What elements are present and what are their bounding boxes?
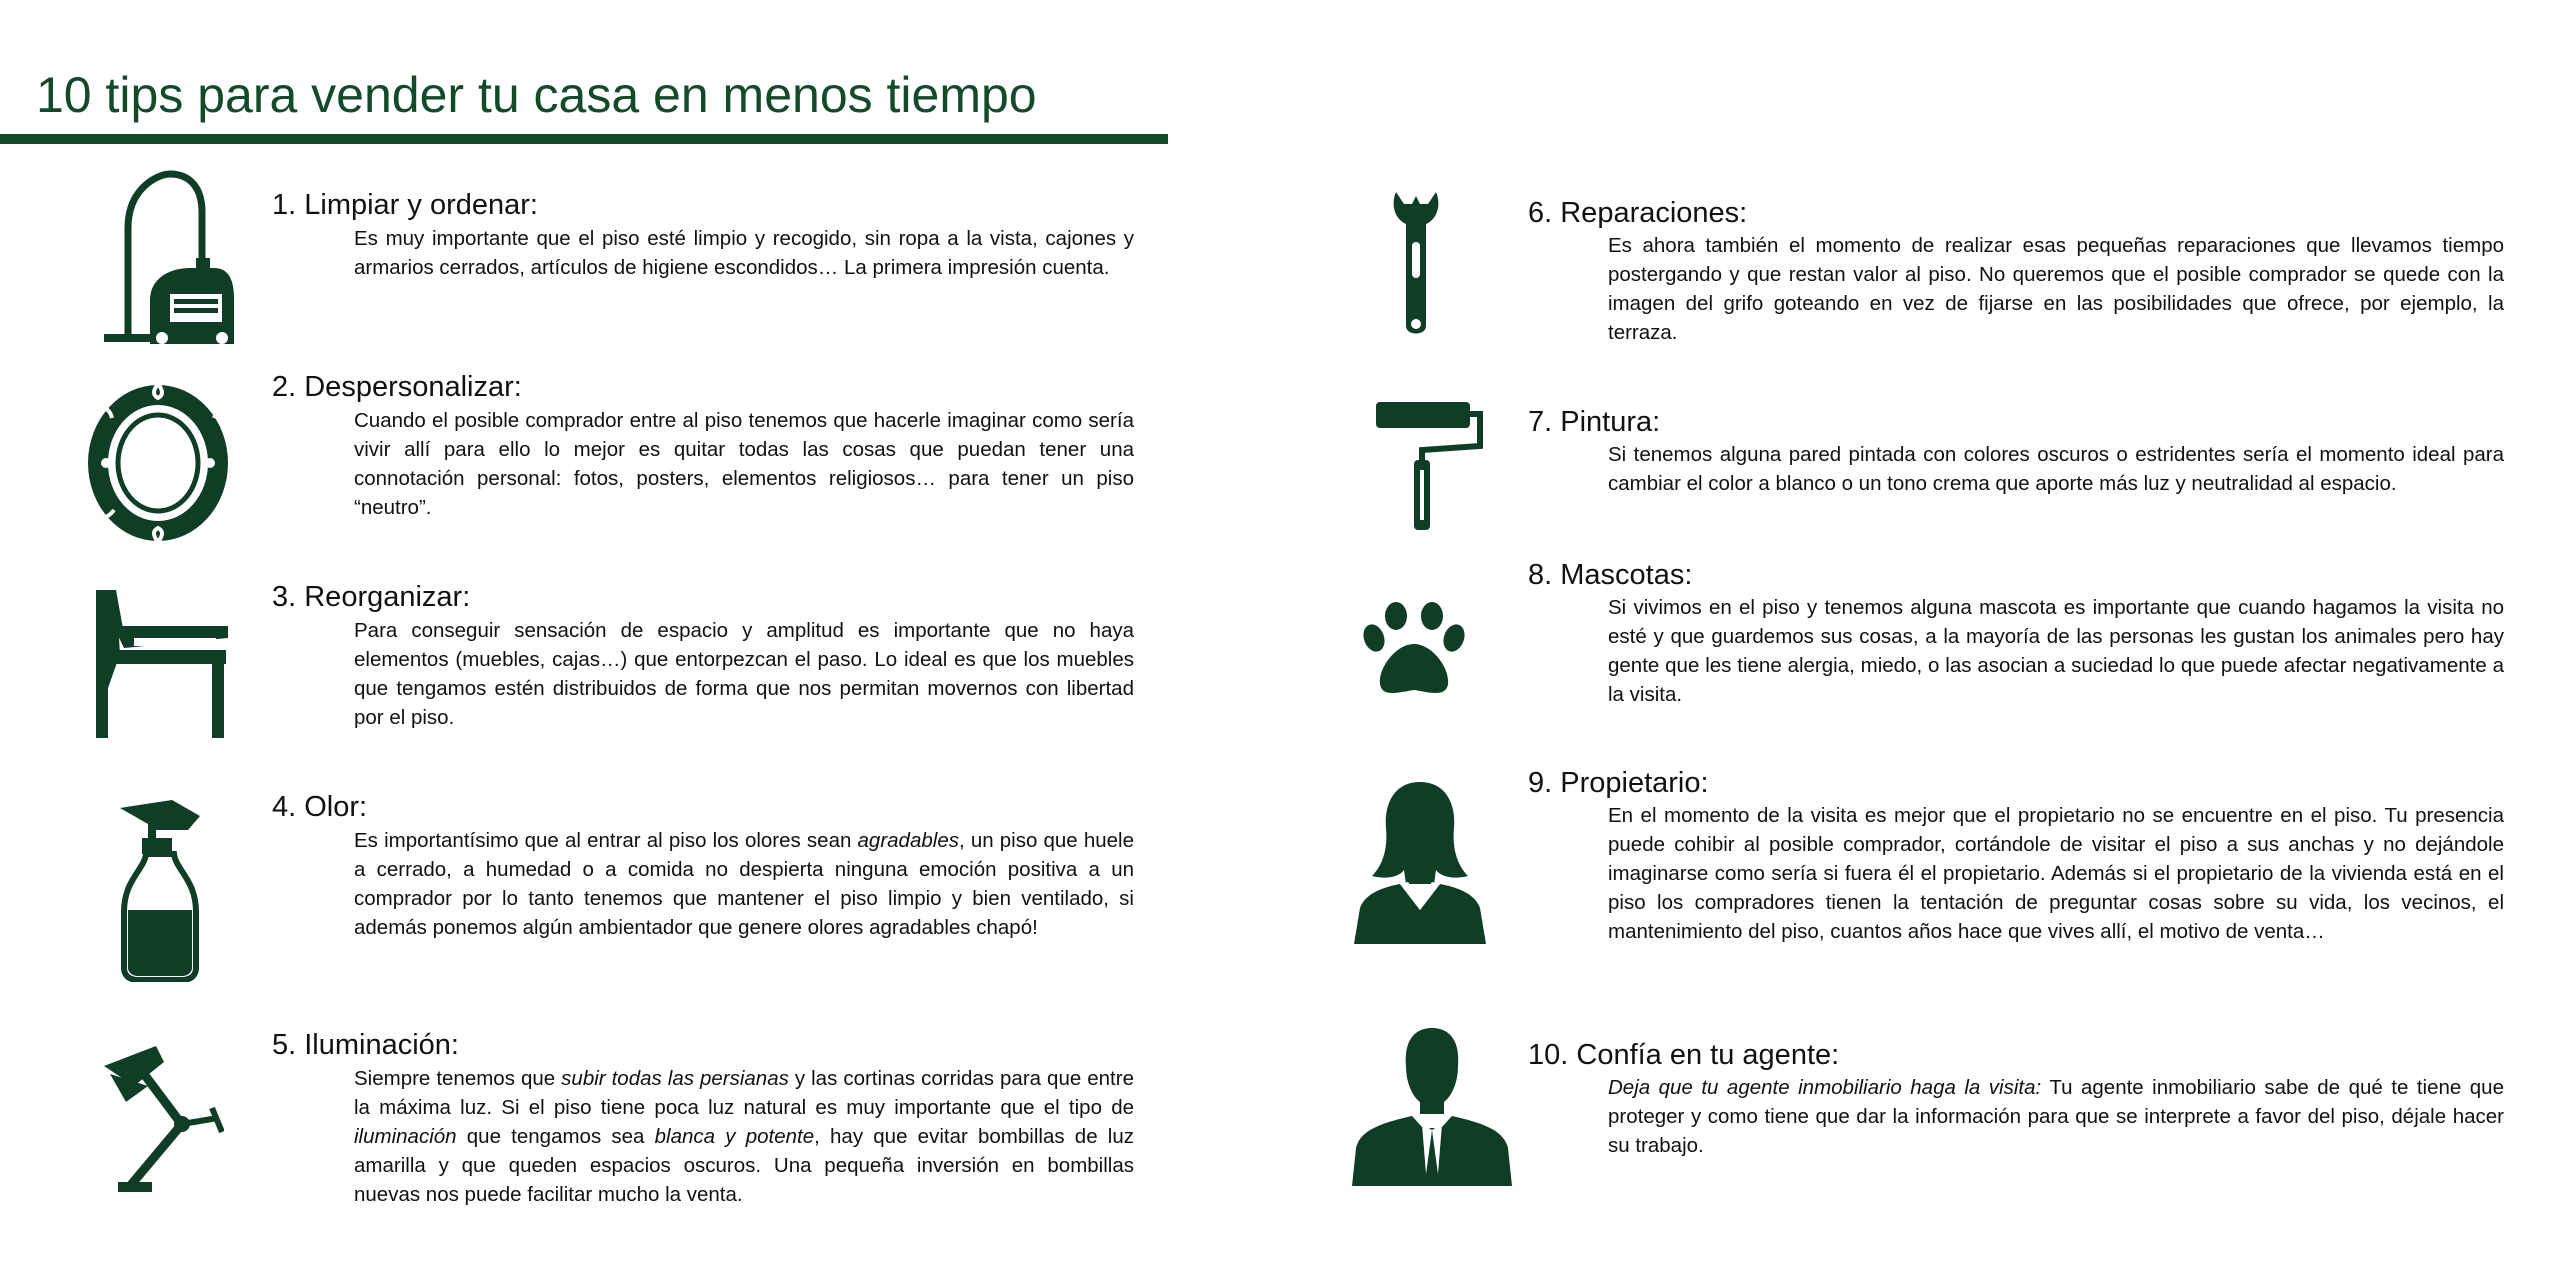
ornate-mirror-icon: [84, 382, 232, 544]
tip-2-heading: 2. Despersonalizar:: [272, 371, 522, 403]
title-underline: [0, 134, 1168, 144]
tip-7-body: [1608, 440, 2504, 498]
tip-10-body: [1608, 1073, 2504, 1160]
text-run: Si tenemos alguna pared pintada con colores oscuros o estridentes sería el momento ideal para cambiar el color a blanco o un tono crema que aporte más luz y neutralidad al espacio.: [1608, 443, 2504, 495]
tip-10-heading: 10. Confía en tu agente:: [1528, 1039, 1840, 1071]
tip-5-heading: 5. Iluminación:: [272, 1029, 459, 1061]
tip-6-heading: 6. Reparaciones:: [1528, 197, 1748, 229]
text-run: En el momento de la visita es mejor que el propietario no se encuentre en el piso. Tu presencia puede cohibir al posible comprador, cortándole de visitar el piso a sus anchas y no dejándole imaginarse como sería si fuera él el propietario. Además si el propietario de la vivienda está en el piso los compradores tienen la tentación de preguntar cosas sobre su vida, los vecinos, el mantenimiento del piso, cuantos años hace que vives allí, el motivo de venta…: [1608, 804, 2504, 943]
tip-3-body: [354, 616, 1134, 732]
emphasized-text: agradables: [857, 829, 959, 852]
desk-lamp-icon: [104, 1046, 224, 1196]
tip-4-body: [354, 826, 1134, 942]
chair-icon: [94, 588, 228, 740]
paint-roller-icon: [1376, 400, 1484, 532]
text-run: Es ahora también el momento de realizar esas pequeñas reparaciones que llevamos tiempo postergando y que restan valor al piso. No queremos que el posible comprador se quede con la imagen del grifo goteando en vez de fijarse en las posibilidades que ofrece, por ejemplo, la terraza.: [1608, 234, 2504, 344]
text-run: Para conseguir sensación de espacio y amplitud es importante que no haya elementos (muebles, cajas…) que entorpezcan el paso. Lo ideal es que los muebles que tengamos estén distribuidos de forma que nos permitan movernos con libertad por el piso.: [354, 619, 1134, 729]
text-run: Cuando el posible comprador entre al piso tenemos que hacerle imaginar como sería vivir allí para ello lo mejor es quitar todas las cosas que puedan tener una connotación personal: fotos, posters, elementos religiosos… para tener un piso “neutro”.: [354, 409, 1134, 519]
emphasized-text: blanca y potente: [654, 1125, 815, 1148]
tip-7-heading: 7. Pintura:: [1528, 406, 1661, 438]
text-run: Es importantísimo que al entrar al piso los olores sean: [354, 829, 858, 852]
tip-6-body: [1608, 231, 2504, 347]
emphasized-text: iluminación: [354, 1125, 457, 1148]
woman-silhouette-icon: [1354, 780, 1486, 944]
text-run: , un piso que huele a cerrado, a humedad o a comida no despierta ninguna emoción positiva a un comprador por lo tanto tenemos que mantener el piso limpio y bien ventilado, si además ponemos algún ambientador que genere olores agradables chapó!: [354, 829, 1135, 939]
paw-print-icon: [1362, 602, 1466, 698]
text-run: Es muy importante que el piso esté limpio y recogido, sin ropa a la vista, cajones y armarios cerrados, artículos de higiene escondidos… La primera impresión cuenta.: [354, 227, 1134, 279]
emphasized-text: Deja que tu agente inmobiliario haga la visita:: [1608, 1076, 2042, 1099]
tip-8-heading: 8. Mascotas:: [1528, 559, 1693, 591]
page-title: 10 tips para vender tu casa en menos tiempo: [36, 67, 1037, 123]
businessman-silhouette-icon: [1352, 1026, 1512, 1186]
tip-9-body: [1608, 801, 2504, 946]
tip-4-heading: 4. Olor:: [272, 791, 368, 823]
text-run: Siempre tenemos que: [354, 1067, 562, 1090]
tip-8-body: [1608, 593, 2504, 709]
tip-3-heading: 3. Reorganizar:: [272, 581, 471, 613]
wrench-icon: [1392, 190, 1440, 342]
vacuum-cleaner-icon: [98, 168, 234, 348]
text-run: , hay que evitar bombillas de luz amarilla y que queden espacios oscuros. Una pequeña inversión en bombillas nuevas nos puede facilitar mucho la venta.: [354, 1125, 1135, 1206]
tip-2-body: [354, 406, 1134, 522]
tip-9-heading: 9. Propietario:: [1528, 767, 1709, 799]
spray-bottle-icon: [116, 800, 208, 982]
text-run: y las cortinas corridas para que entre la máxima luz. Si el piso tiene poca luz natural es muy importante que el tipo de: [354, 1067, 1134, 1119]
text-run: que tengamos sea: [456, 1125, 655, 1148]
tip-1-body: [354, 224, 1134, 282]
emphasized-text: subir todas las persianas: [561, 1067, 789, 1090]
text-run: Si vivimos en el piso y tenemos alguna mascota es importante que cuando hagamos la visita no esté y que guardemos sus cosas, a la mayoría de las personas les gustan los animales pero hay gente que les tiene alergia, miedo, o las asocian a suciedad lo que puede afectar negativamente a la visita.: [1608, 596, 2504, 706]
text-run: Tu agente inmobiliario sabe de qué te tiene que proteger y como tiene que dar la información para que se interprete a favor del piso, déjale hacer su trabajo.: [1608, 1076, 2504, 1157]
tip-5-body: [354, 1064, 1134, 1209]
tip-1-heading: 1. Limpiar y ordenar:: [272, 189, 538, 221]
